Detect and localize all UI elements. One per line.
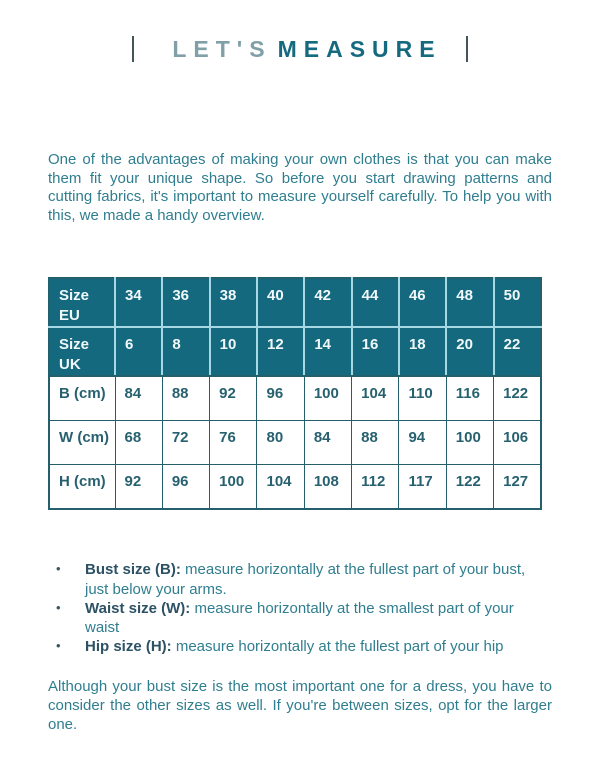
- table-header-cell: 46: [399, 278, 446, 327]
- table-cell: 100: [210, 465, 257, 510]
- table-cell: 92: [210, 376, 257, 421]
- table-header-cell: 38: [210, 278, 257, 327]
- table-header-cell: 50: [494, 278, 541, 327]
- table-header-cell: 42: [304, 278, 351, 327]
- table-cell: 100: [446, 421, 493, 465]
- bullet-text: measure horizontally at the smallest part of your waist: [85, 599, 514, 636]
- table-header-cell: 44: [352, 278, 399, 327]
- table-header-cell: 16: [352, 327, 399, 376]
- table-cell: 122: [494, 376, 541, 421]
- table-header-cell: 40: [257, 278, 304, 327]
- table-cell: 96: [162, 465, 209, 510]
- table-row-label: B (cm): [49, 376, 115, 421]
- table-row-bust: [49, 376, 541, 421]
- table-cell: 76: [210, 421, 257, 465]
- table-cell: 127: [494, 465, 541, 510]
- table-header-cell: 34: [115, 278, 162, 327]
- title-word-lets: LET'S: [172, 36, 272, 62]
- table-cell: 104: [257, 465, 304, 510]
- intro-paragraph: One of the advantages of making your own clothes is that you can make them fit your unique shape. So before you start drawing patterns and cutting fabrics, it's important to measure yourself carefully. To help you with this, we made a handy overview.: [48, 151, 552, 224]
- table-header-cell: 6: [115, 327, 162, 376]
- table-header-cell: 12: [257, 327, 304, 376]
- table-cell: 104: [352, 376, 399, 421]
- table-cell: 94: [399, 421, 446, 465]
- size-table: [48, 277, 542, 510]
- outro-paragraph: Although your bust size is the most important one for a dress, you have to consider the other sizes as well. If you're between sizes, opt for the larger one.: [48, 678, 552, 733]
- list-item: [48, 560, 552, 598]
- title-word-measure: MEASURE: [277, 36, 442, 62]
- table-row-label: H (cm): [49, 465, 115, 510]
- table-row-size-eu: [49, 278, 541, 327]
- table-row-label: W (cm): [49, 421, 115, 465]
- table-header-label: Size UK: [49, 327, 115, 376]
- table-header-cell: 22: [494, 327, 541, 376]
- table-cell: 100: [304, 376, 351, 421]
- table-row-waist: [49, 421, 541, 465]
- measurement-list: [48, 560, 552, 656]
- table-cell: 106: [494, 421, 541, 465]
- table-cell: 112: [352, 465, 399, 510]
- title-bar-right-icon: [466, 36, 468, 62]
- table-cell: 84: [115, 376, 162, 421]
- table-cell: 108: [304, 465, 351, 510]
- table-cell: 122: [446, 465, 493, 510]
- table-header-cell: 48: [446, 278, 493, 327]
- table-cell: 88: [162, 376, 209, 421]
- table-header-label: Size EU: [49, 278, 115, 327]
- table-cell: 80: [257, 421, 304, 465]
- table-header-cell: 36: [162, 278, 209, 327]
- table-cell: 72: [162, 421, 209, 465]
- table-header-cell: 20: [446, 327, 493, 376]
- table-header-cell: 14: [304, 327, 351, 376]
- table-cell: 84: [304, 421, 351, 465]
- bullet-marker-icon: •: [56, 638, 61, 654]
- table-cell: 116: [446, 376, 493, 421]
- table-row-size-uk: [49, 327, 541, 376]
- title-bar-left-icon: [132, 36, 134, 62]
- bullet-marker-icon: •: [56, 599, 61, 615]
- list-item: [48, 599, 552, 637]
- bullet-label: Waist size (W):: [85, 599, 191, 617]
- table-cell: 110: [399, 376, 446, 421]
- list-item: [48, 637, 552, 656]
- bullet-text: measure horizontally at the fullest part of your hip: [171, 638, 504, 656]
- table-header-cell: 18: [399, 327, 446, 376]
- table-header-cell: 8: [162, 327, 209, 376]
- table-cell: 117: [399, 465, 446, 510]
- bullet-label: Bust size (B):: [85, 561, 181, 579]
- table-cell: 96: [257, 376, 304, 421]
- table-cell: 68: [115, 421, 162, 465]
- table-cell: 88: [352, 421, 399, 465]
- bullet-label: Hip size (H):: [85, 638, 172, 656]
- page-title: [48, 34, 552, 64]
- table-row-hip: [49, 465, 541, 510]
- bullet-text: measure horizontally at the fullest part of your bust, just below your arms.: [85, 561, 526, 598]
- table-header-cell: 10: [210, 327, 257, 376]
- table-cell: 92: [115, 465, 162, 510]
- bullet-marker-icon: •: [56, 561, 61, 577]
